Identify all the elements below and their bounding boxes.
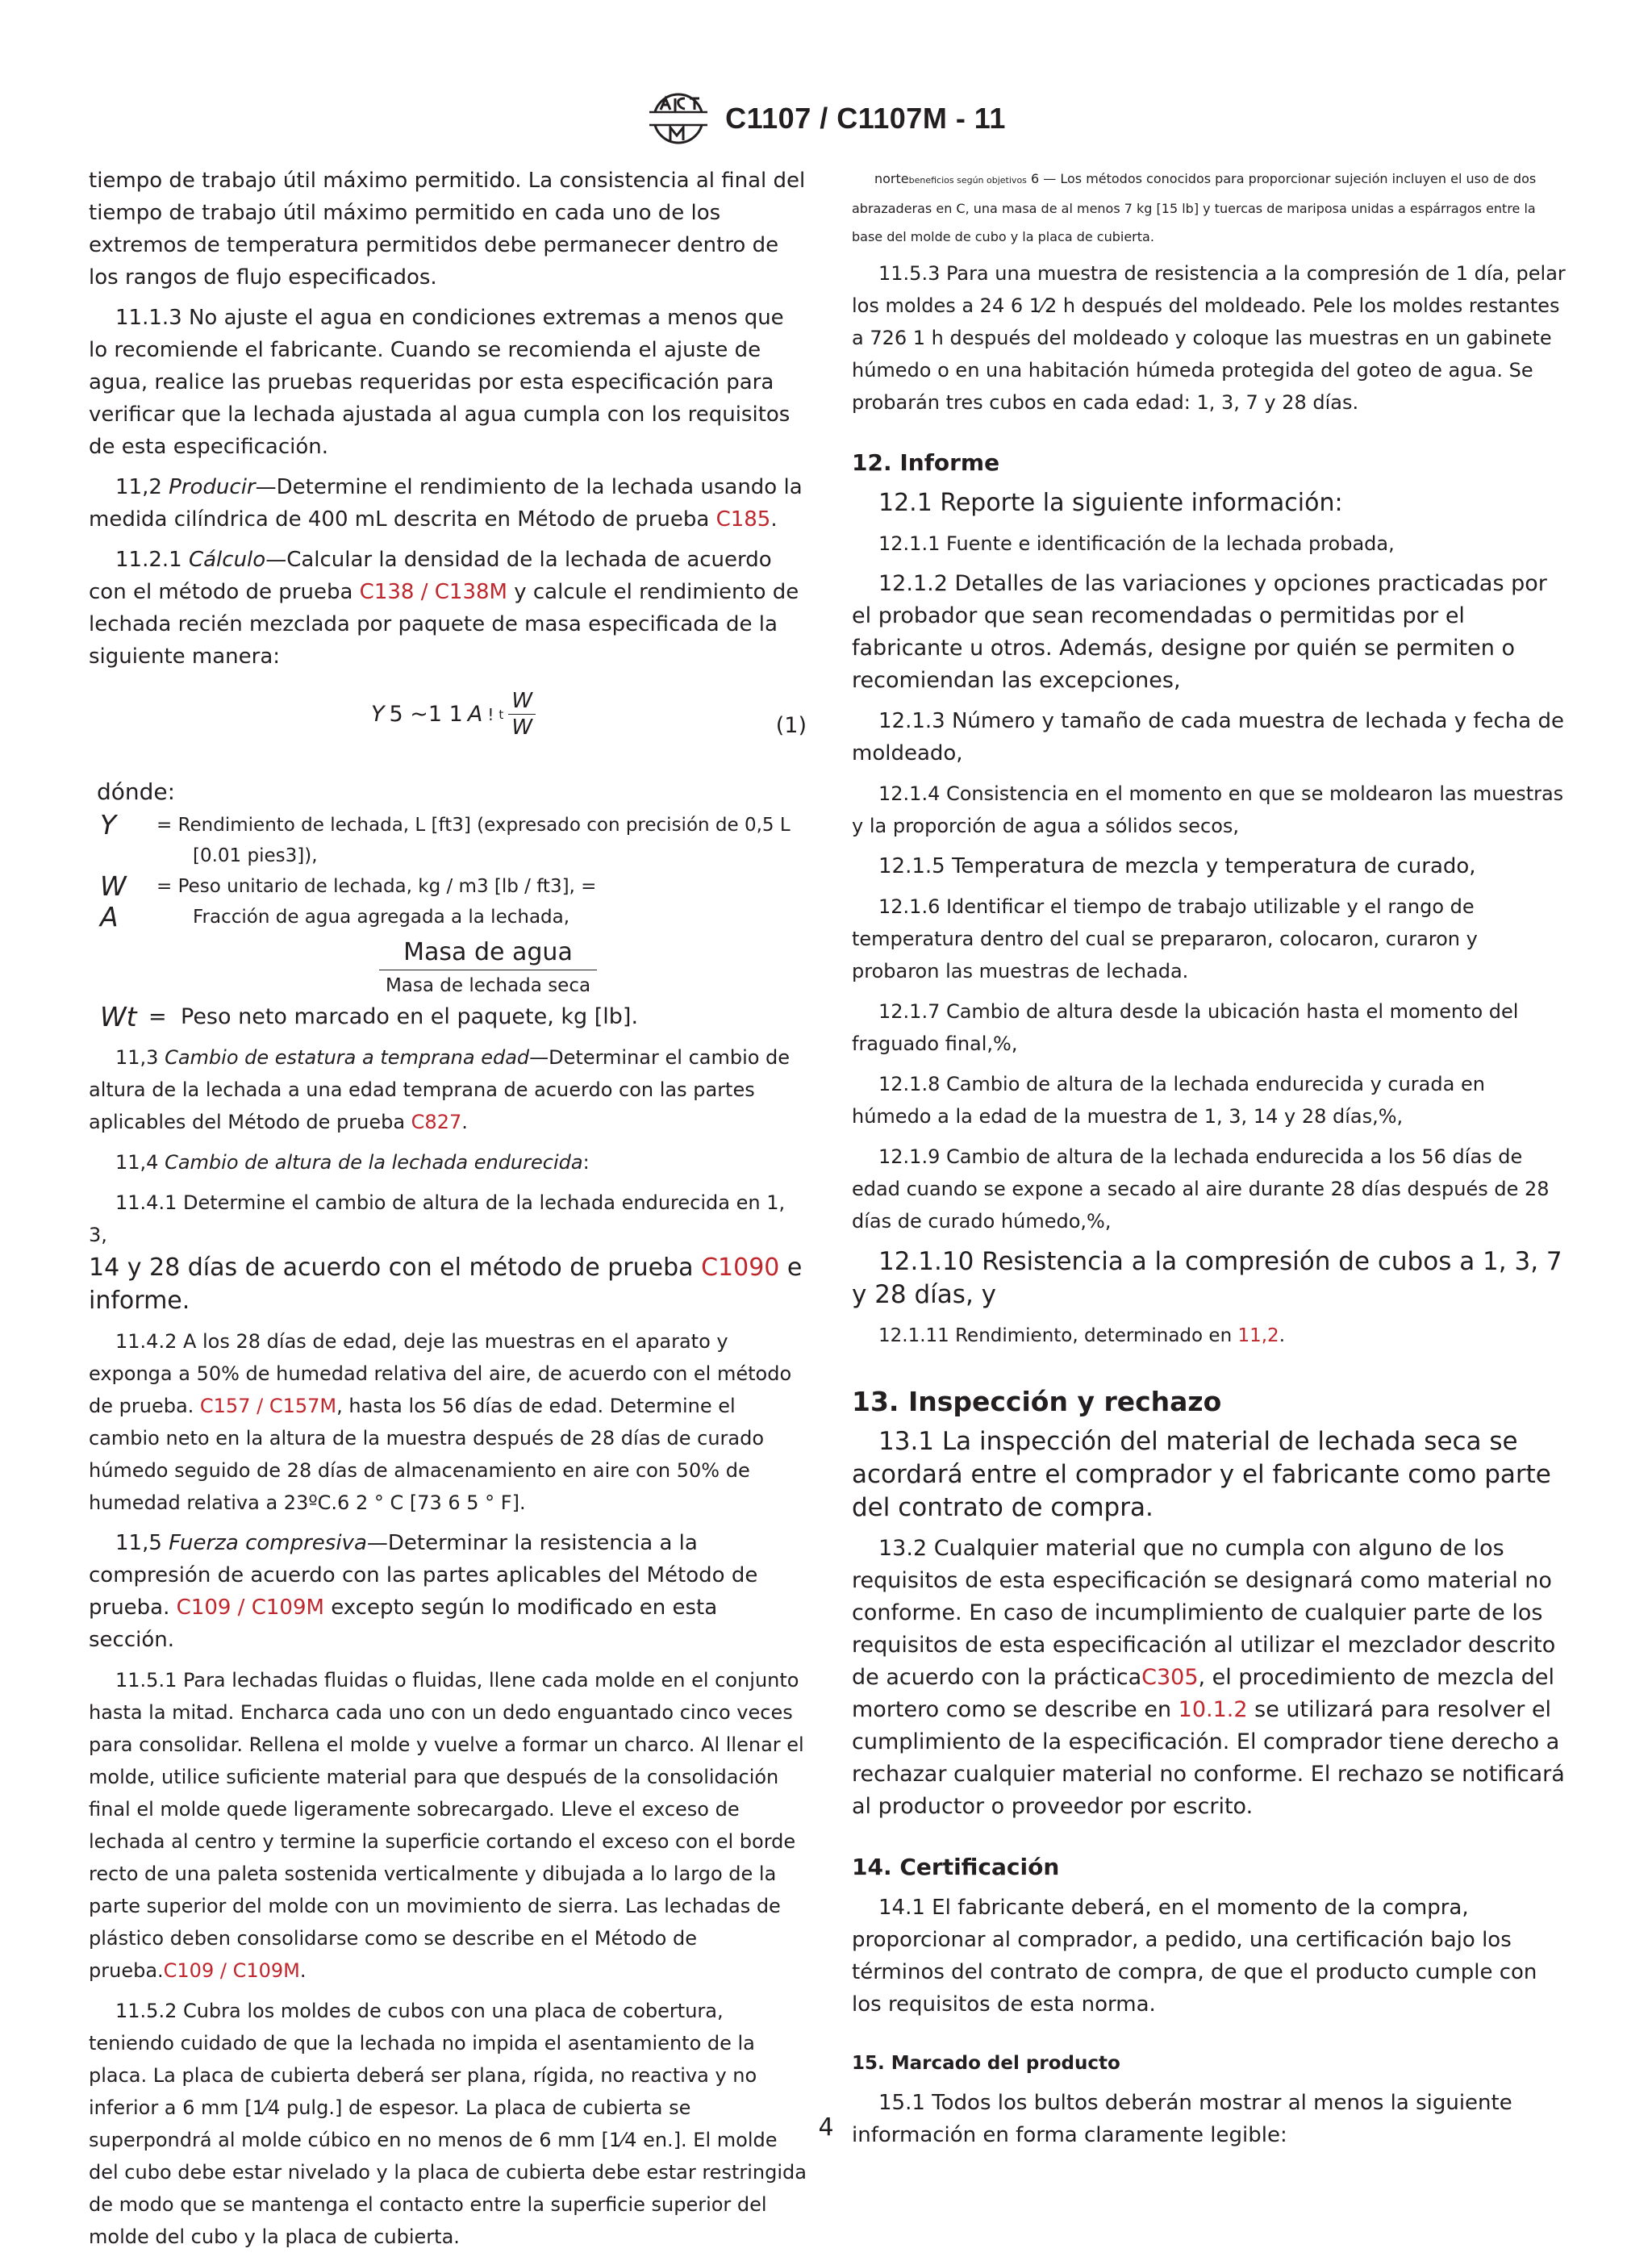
definitions — [89, 778, 807, 1033]
paragraph-11-1-3: 11.1.3 No ajuste el agua en condiciones extremas a menos que lo recomiende el fabricante. Cuando se recomienda el ajuste de agua, realice las pruebas requeridas por esta especificación para verificar que la lechada ajustada al agua cumpla con los requisitos de esta especificación. — [89, 306, 791, 459]
section-heading-13: 13. Inspección y rechazo — [852, 1386, 1222, 1417]
paragraph-11-4-1: 11.4.1 Determine el cambio de altura de la lechada endurecida en 1, 3, — [89, 1191, 786, 1246]
reference-link[interactable]: C1090 — [701, 1254, 780, 1282]
right-column — [852, 165, 1570, 2159]
reference-link[interactable]: C305 — [1141, 1665, 1199, 1690]
paragraph-11-4: 11,4 Cambio de altura de la lechada endurecida: — [115, 1151, 590, 1174]
paragraph-12-1-8: 12.1.8 Cambio de altura de la lechada endurecida y curada en húmedo a la edad de la muestra de 1, 3, 14 y 28 días,%, — [852, 1073, 1485, 1128]
reference-link[interactable]: 11,2 — [1237, 1325, 1279, 1346]
paragraph-14-1: 14.1 El fabricante deberá, en el momento de la compra, proporcionar al comprador, a pedido, una certificación bajo los términos del contrato de compra, de que el producto cumple con los requisitos de esta norma. — [852, 1896, 1537, 2017]
paragraph-11-5-1: 11.5.1 Para lechadas fluidas o fluidas, llene cada molde en el conjunto hasta la mitad. Encharca cada uno con un dedo enguantado cinco veces para consolidar. Rellena el molde y vuelve a formar un charco. Al llenar el molde, utilice suficiente material para que después de la consolidación final el molde quede ligeramente sobrecargado. Lleve el exceso de lechada al centro y termine la superficie cortando el exceso con el borde recto de una paleta sostenida verticalmente y dibujada a lo largo de la parte superior del molde con un movimiento de sierra. Las lechadas de plástico deben consolidarse como se describe en el Método de prueba.C109 / C109M. — [89, 1669, 804, 1982]
paragraph-11-5-2: 11.5.2 Cubra los moldes de cubos con una placa de cobertura, teniendo cuidado de que la lechada no impida el asentamiento de la placa. La placa de cubierta deberá ser plana, rígida, no reactiva y no inferior a 6 mm [1⁄4 pulg.] de espesor. La placa de cubierta se superpondrá al molde cúbico en no menos de 6 mm [1⁄4 en.]. El molde del cubo debe estar nivelado y la placa de cubierta debe estar restringida de modo que se mantenga el contacto entre la superficie superior del molde del cubo y la placa de cubierta. — [89, 2000, 807, 2248]
reference-link[interactable]: C109 / C109M — [163, 1959, 300, 1982]
paragraph-11-2-1: 11.2.1 Cálculo—Calcular la densidad de la lechada de acuerdo con el método de prueba C138 / C138M y calcule el rendimiento de lechada recién mezclada por paquete de masa especificada de la siguiente manera: — [89, 548, 799, 669]
reference-link[interactable]: C109 / C109M — [176, 1596, 324, 1620]
reference-link[interactable]: C157 / C157M — [199, 1395, 337, 1417]
reference-link[interactable]: C827 — [411, 1111, 462, 1133]
paragraph-12-1-1: 12.1.1 Fuente e identificación de la lechada probada, — [878, 532, 1395, 555]
equation-1 — [89, 681, 807, 761]
definition-w: W = Peso unitario de lechada, kg / m3 [lb / ft3], = — [100, 870, 597, 902]
paragraph-15-1: 15.1 Todos los bultos deberán mostrar al menos la siguiente información en forma claramente legible: — [852, 2091, 1512, 2147]
paragraph-12-1-9: 12.1.9 Cambio de altura de la lechada endurecida a los 56 días de edad cuando se expone a secado al aire durante 28 días después de 28 días de curado húmedo,%, — [852, 1145, 1550, 1233]
paragraph-12-1-6: 12.1.6 Identificar el tiempo de trabajo utilizable y el rango de temperatura dentro del cual se prepararon, colocaron, curaron y probaron las muestras de lechada. — [852, 895, 1478, 982]
paragraph-12-1-4: 12.1.4 Consistencia en el momento en que se moldearon las muestras y la proporción de agua a sólidos secos, — [852, 782, 1564, 837]
left-column — [89, 165, 807, 2261]
reference-link[interactable]: 10.1.2 — [1178, 1697, 1248, 1722]
definition-y: Y = Rendimiento de lechada, L [ft3] (expresado con precisión de 0,5 L [0.01 pies3]), — [100, 809, 791, 866]
water-fraction: $\frac{\text{Masa de agua}}{\text{Masa de lechada seca}}$ — [379, 937, 597, 998]
equation-fraction: $\frac{W}{W}$ — [508, 689, 536, 740]
paragraph-11-3: 11,3 Cambio de estatura a temprana edad—Determinar el cambio de altura de la lechada a una edad temprana de acuerdo con las partes aplicables del Método de prueba C827. — [89, 1046, 791, 1133]
paragraph-11-5-3: 11.5.3 Para una muestra de resistencia a la compresión de 1 día, pelar los moldes a 24 6 1⁄2 h después del moldeado. Pele los moldes restantes a 726 1 h después del moldeado y coloque las muestras en un gabinete húmedo o en una habitación húmeda protegida del goteo de agua. Se probarán tres cubos en cada edad: 1, 3, 7 y 28 días. — [852, 262, 1566, 414]
paragraph-11-5: 11,5 Fuerza compresiva—Determinar la resistencia a la compresión de acuerdo con las partes aplicables del Método de prueba. C109 / C109M excepto según lo modificado en esta sección. — [89, 1531, 758, 1652]
paragraph-11-4-2: 11.4.2 A los 28 días de edad, deje las muestras en el aparato y exponga a 50% de humedad relativa del aire, de acuerdo con el método de prueba. C157 / C157M, hasta los 56 días de edad. Determine el cambio neto en la altura de la muestra después de 28 días de curado húmedo seguido de 28 días de almacenamiento en aire con 50% de humedad relativa a 23ºC.6 2 ° C [73 6 5 ° F]. — [89, 1330, 792, 1514]
note-6: nortebeneficios según objetivos 6 — Los métodos conocidos para proporcionar sujeción incluyen el uso de dos abrazaderas en C, una masa de al menos 7 kg [15 lb] y tuercas de mariposa unidas a espárragos entre la base del molde de cubo y la placa de cubierta. — [852, 171, 1537, 244]
paragraph-12-1-10: 12.1.10 Resistencia a la compresión de cubos a 1, 3, 7 y 28 días, y — [852, 1247, 1562, 1309]
paragraph-12-1: 12.1 Reporte la siguiente información: — [878, 489, 1343, 517]
paragraph-12-1-11: 12.1.11 Rendimiento, determinado en 11,2. — [878, 1325, 1285, 1346]
reference-link[interactable]: C138 / C138M — [359, 580, 507, 604]
paragraph-13-1: 13.1 La inspección del material de lechada seca se acordará entre el comprador y el fabricante como parte del contrato de compra. — [852, 1427, 1551, 1522]
paragraph-12-1-5: 12.1.5 Temperatura de mezcla y temperatura de curado, — [878, 854, 1476, 878]
paragraph-12-1-3: 12.1.3 Número y tamaño de cada muestra de lechada y fecha de moldeado, — [852, 709, 1564, 765]
paragraph: tiempo de trabajo útil máximo permitido. La consistencia al final del tiempo de trabajo útil máximo permitido en cada uno de los extremos de temperatura permitidos debe permanecer dentro de los rangos de flujo especificados. — [89, 169, 806, 290]
reference-link[interactable]: C185 — [715, 507, 771, 532]
section-heading-14: 14. Certificación — [852, 1854, 1060, 1880]
document-id: C1107 / C1107M - 11 — [725, 102, 1006, 135]
section-heading-15: 15. Marcado del producto — [852, 2053, 1120, 2074]
astm-logo-icon — [646, 90, 711, 147]
definition-a: A Fracción de agua agregada a la lechada, — [100, 901, 570, 932]
where-label: dónde: — [97, 778, 176, 805]
equation-body: Y 5 ~1 1 A ! t $\frac{W}{W}$ — [371, 689, 536, 740]
page-header — [0, 90, 1652, 147]
paragraph-13-2: 13.2 Cualquier material que no cumpla con alguno de los requisitos de esta especificación se designará como material no conforme. En caso de incumplimiento de cualquier parte de los requisitos de esta especificación al utilizar el mezclador descrito de acuerdo con la prácticaC305, el procedimiento de mezcla del mortero como se describe en 10.1.2 se utilizará para resolver el cumplimiento de la especificación. El comprador tiene derecho a rechazar cualquier material no conforme. El rechazo se notificará al productor o proveedor por escrito. — [852, 1536, 1565, 1819]
equation-number: (1) — [775, 713, 807, 738]
page-number: 4 — [818, 2113, 834, 2142]
definition-wt: Wt = Peso neto marcado en el paquete, kg [lb]. — [100, 1001, 639, 1032]
paragraph-11-4-1-cont: 14 y 28 días de acuerdo con el método de prueba C1090 e informe. — [89, 1254, 803, 1315]
paragraph-12-1-7: 12.1.7 Cambio de altura desde la ubicación hasta el momento del fraguado final,%, — [852, 1000, 1519, 1055]
paragraph-11-2: 11,2 Producir—Determine el rendimiento de la lechada usando la medida cilíndrica de 400 mL descrita en Método de prueba C185. — [89, 475, 803, 532]
paragraph-12-1-2: 12.1.2 Detalles de las variaciones y opciones practicadas por el probador que sean recomendadas o permitidas por el fabricante u otros. Además, designe por quién se permiten o recomiendan las excepciones, — [852, 571, 1547, 693]
section-heading-12: 12. Informe — [852, 449, 1000, 476]
